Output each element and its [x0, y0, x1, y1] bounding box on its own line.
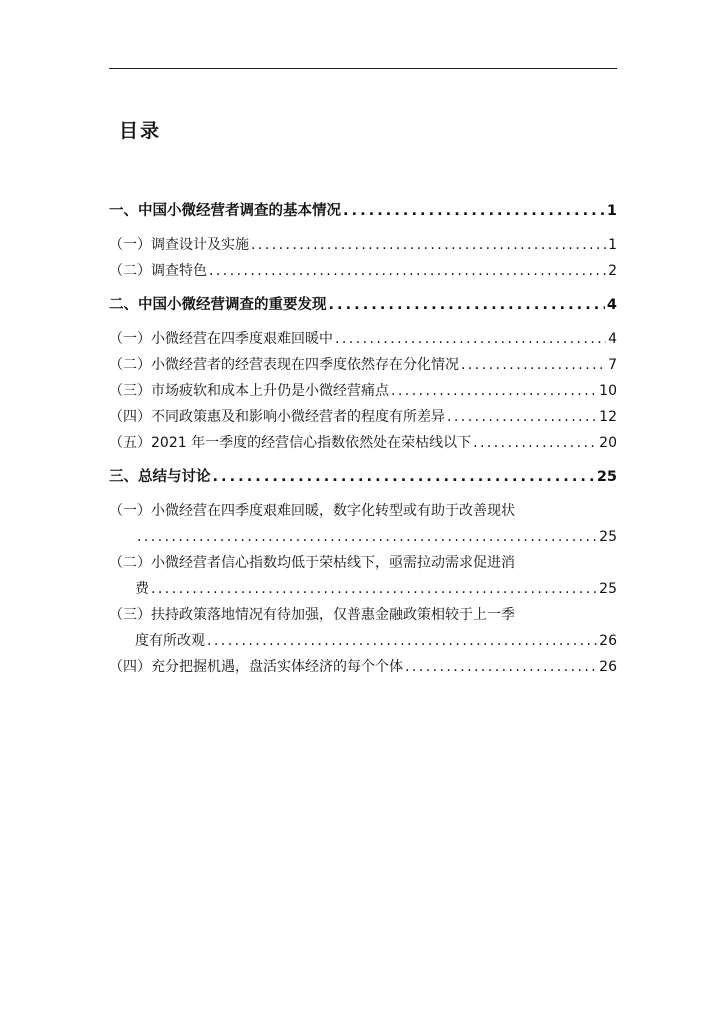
- toc-entry-page: 26: [599, 633, 617, 649]
- leader-dots: [405, 654, 597, 680]
- toc-entry-section-2-4[interactable]: [109, 404, 617, 430]
- toc-entry-label: （四）不同政策惠及和影响小微经营者的程度有所差异: [109, 409, 445, 425]
- leader-dots: [207, 628, 597, 654]
- toc-entry-section-1-2[interactable]: [109, 258, 617, 284]
- toc-entry-label: 一、中国小微经营者调查的基本情况: [109, 203, 341, 219]
- leader-dots: [335, 326, 606, 352]
- toc-entry-section-2[interactable]: [109, 292, 617, 318]
- toc-entry-section-2-3[interactable]: [109, 378, 617, 404]
- toc-entry-label: （二）小微经营者的经营表现在四季度依然存在分化情况: [109, 357, 459, 373]
- toc-entry-section-3-3[interactable]: [109, 602, 617, 654]
- leader-dots: [251, 232, 606, 258]
- toc-entry-page: 1: [606, 203, 617, 219]
- header-rule: [109, 68, 617, 69]
- toc-entry-label: （二）调查特色: [109, 263, 207, 279]
- toc-entry-label: （一）小微经营在四季度艰难回暖中: [109, 331, 333, 347]
- leader-dots: [213, 464, 595, 490]
- toc-entry-label: （二）小微经营者信心指数均低于荣枯线下，亟需拉动需求促进消: [109, 555, 515, 571]
- toc-entry-page: 25: [599, 581, 617, 597]
- leader-dots: [151, 576, 597, 602]
- leader-dots: [343, 198, 605, 224]
- toc-entry-section-2-2[interactable]: [109, 352, 617, 378]
- leader-dots: [447, 404, 597, 430]
- toc-entry-section-1-1[interactable]: [109, 232, 617, 258]
- toc-entry-page: 26: [599, 659, 617, 675]
- toc-entry-label: 二、中国小微经营调查的重要发现: [109, 297, 327, 313]
- toc-entry-page: 4: [606, 297, 617, 313]
- toc-entry-label: （三）扶持政策落地情况有待加强，仅普惠金融政策相较于上一季: [109, 607, 515, 623]
- toc-entry-page: 10: [599, 383, 617, 399]
- toc-entry-section-3-4[interactable]: [109, 654, 617, 680]
- toc-entry-label-continued: 费: [135, 581, 149, 597]
- toc-entry-section-3[interactable]: [109, 464, 617, 490]
- toc-entry-page: 1: [608, 237, 617, 253]
- toc-entry-label: （五）2021 年一季度的经营信心指数依然处在荣枯线以下: [109, 435, 472, 451]
- toc-entry-page: 2: [608, 263, 617, 279]
- leader-dots: [391, 378, 597, 404]
- toc-entry-page: 4: [608, 331, 617, 347]
- toc-title: 目录: [119, 120, 162, 142]
- toc-entry-section-2-5[interactable]: [109, 430, 617, 456]
- toc-entry-page: 7: [608, 357, 617, 373]
- toc-entry-section-2-1[interactable]: [109, 326, 617, 352]
- leader-dots: [473, 430, 597, 456]
- toc-entry-label: （一）调查设计及实施: [109, 237, 249, 253]
- leader-dots: [461, 352, 606, 378]
- toc-entry-label: （四）充分把握机遇，盘活实体经济的每个个体: [109, 659, 403, 675]
- leader-dots: [209, 258, 606, 284]
- toc-entry-section-1[interactable]: [109, 198, 617, 224]
- toc-entry-page: 25: [599, 529, 617, 545]
- toc-entry-page: 12: [599, 409, 617, 425]
- toc-entry-section-3-1[interactable]: [109, 498, 617, 550]
- toc-entry-page: 25: [596, 469, 617, 485]
- toc-entry-label: （一）小微经营在四季度艰难回暖，数字化转型或有助于改善现状: [109, 503, 515, 519]
- toc-entry-label: 三、总结与讨论: [109, 469, 211, 485]
- leader-dots: [329, 292, 605, 318]
- leader-dots: [137, 524, 597, 550]
- toc-entry-page: 20: [599, 435, 617, 451]
- toc-entry-label: （三）市场疲软和成本上升仍是小微经营痛点: [109, 383, 389, 399]
- toc-entry-section-3-2[interactable]: [109, 550, 617, 602]
- table-of-contents: [109, 198, 617, 680]
- toc-entry-label-continued: 度有所改观: [135, 633, 205, 649]
